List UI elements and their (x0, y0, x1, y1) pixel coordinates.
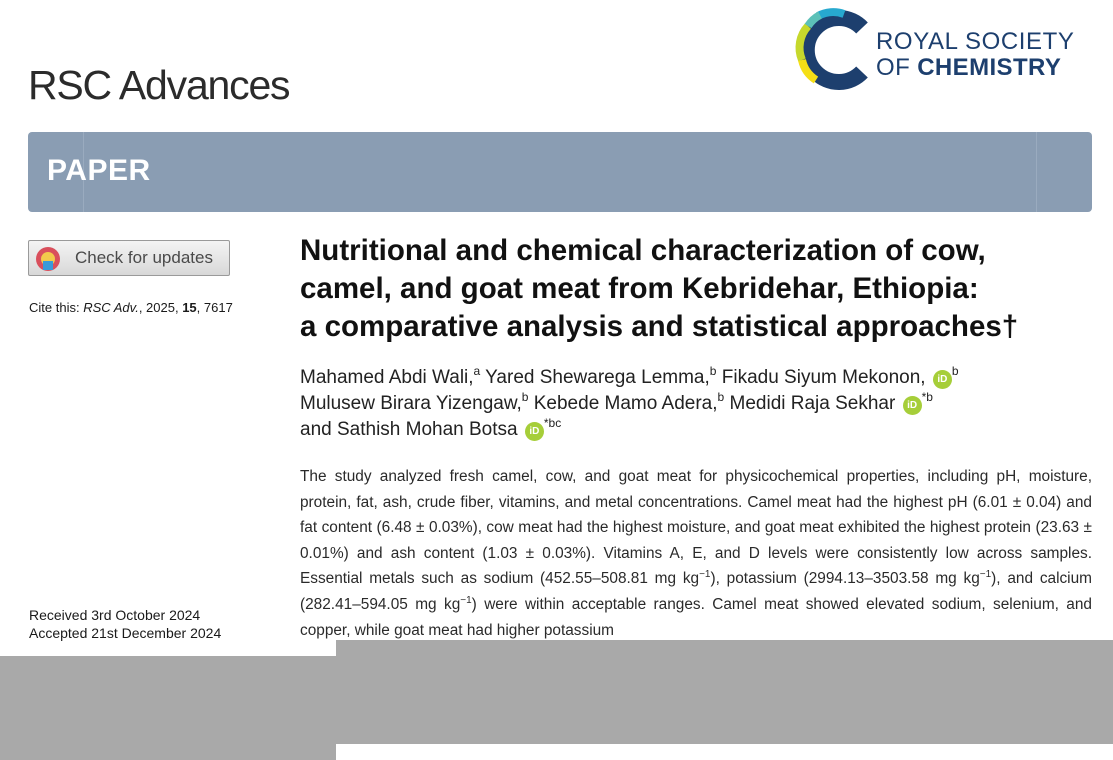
author-list: Mahamed Abdi Wali,$^a$ Yared Shewarega Lemma,$^b$ Fikadu Siyum Mekonon, $iD^b$ Mulusew Birara Yizengaw,$^b$ Kebede Mamo Adera,$^b$ Medidi Raja Sekhar $iD^{*b}$ and Sathish Mohan Botsa $iD^{*bc}$ (300, 364, 959, 440)
rsc-logo-mark-icon (794, 8, 870, 92)
author-name: Yared Shewarega Lemma, (480, 367, 710, 388)
orcid-icon[interactable]: iD (933, 370, 952, 389)
orcid-icon[interactable]: iD (903, 396, 922, 415)
author-name: Mahamed Abdi Wali, (300, 367, 474, 388)
check-for-updates-button[interactable] (28, 240, 230, 276)
viewer-overlay (0, 656, 336, 760)
abstract: The study analyzed fresh camel, cow, and goat meat for physicochemical properties, including pH, moisture, protein, fat, ash, crude fiber, vitamins, and metal concentrations. Camel meat had the highest pH (6.01 ± 0.04) and fat content (6.48 ± 0.03%), cow meat had the highest moisture, and goat meat exhibited the highest protein (23.63 ± 0.01%) and ash content (1.03 ± 0.03%). Vitamins A, E, and D levels were consistently low across samples. Essential metals such as sodium (452.55–508.81 mg $kg^{-1}$), potassium (2994.13–3503.58 mg $kg^{-1}$), and calcium (282.41–594.05 mg $kg^{-1}$) were within acceptable ranges. Camel meat showed elevated sodium, selenium, and copper, while goat meat had higher potassium (300, 468, 1092, 639)
banner-divider (1036, 132, 1037, 212)
orcid-icon[interactable]: iD (525, 422, 544, 441)
rsc-logo-line1: ROYAL SOCIETY (876, 28, 1075, 55)
author-name: Fikadu Siyum Mekonon, (716, 367, 926, 388)
check-for-updates-label: Check for updates (75, 248, 213, 267)
author-name: Kebede Mamo Adera, (528, 393, 718, 414)
rsc-logo-line2: OF CHEMISTRY (876, 54, 1062, 81)
citation: Cite this: RSC Adv., 2025, 15, 7617 (29, 300, 233, 315)
article-title: Nutritional and chemical characterization of cow, camel, and goat meat from Kebridehar, Ethiopia: a comparative analysis and statistical approaches† (300, 234, 1019, 343)
paper-type-label: PAPER (47, 154, 151, 187)
crossmark-icon (35, 246, 61, 272)
journal-title: RSC Advances (28, 62, 290, 108)
author-name: Medidi Raja Sekhar (724, 393, 896, 414)
viewer-overlay (336, 640, 1113, 744)
author-name: Mulusew Birara Yizengaw, (300, 393, 522, 414)
rsc-logo[interactable] (794, 8, 1094, 92)
accepted-date: Accepted 21st December 2024 (29, 625, 222, 641)
paper-type-banner (28, 132, 1092, 212)
article-dates (29, 606, 221, 642)
author-name: and Sathish Mohan Botsa (300, 419, 518, 440)
received-date: Received 3rd October 2024 (29, 607, 201, 623)
